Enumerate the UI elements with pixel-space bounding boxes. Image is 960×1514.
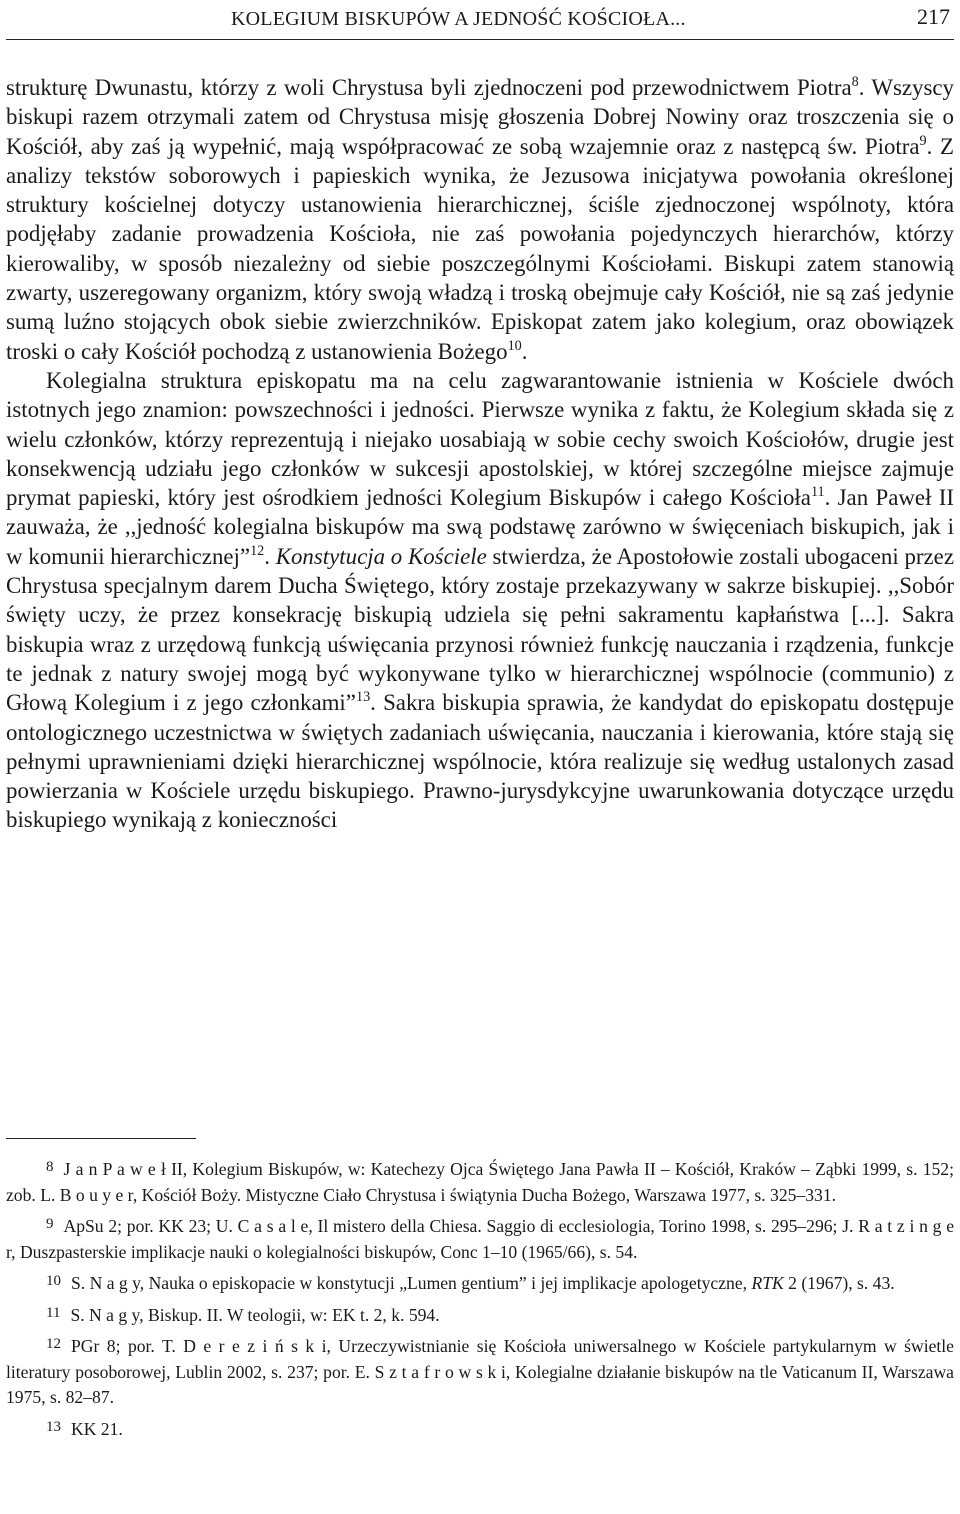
footnote-text: PGr 8; por. T. <box>71 1336 184 1356</box>
footnote-13 <box>6 1415 954 1443</box>
text-run: stwierdza, że Apostołowie zostali ubogaceni przez Chrystusa specjalnym darem Ducha Świętego, który zostaje przekazywany w sakrze biskupiej. ,,Sobór święty uczy, że przez konsekrację biskupią udziela się pełni sakramentu kapłaństwa [...]. Sakra biskupia wraz z urzędową funkcją uświęcania przynosi również funkcję nauczania i rządzenia, funkcje te jednak z natury swojej mogą być wykonywane tylko w hierarchicznej wspólnocie (communio) z Głową Kolegium i z jego członkami” <box>6 543 954 716</box>
text-run: strukturę Dwunastu, którzy z woli Chrystusa byli zjednoczeni pod przewodnictwem Piotra <box>6 75 852 100</box>
main-text <box>6 73 954 835</box>
footnote-text: , Urzeczywistnianie się Kościoła uniwersalnego w Kościele partykularnym w świetle literatury posoborowej, Lublin 2002, s. 237; por. E. <box>6 1336 954 1382</box>
text-run: . <box>264 543 276 569</box>
footnote-number: 11 <box>46 1304 61 1321</box>
text-run: . <box>521 338 528 364</box>
author-name: N a g y <box>89 1304 140 1325</box>
footnote-text: S. <box>70 1304 90 1325</box>
page-number: 217 <box>917 4 950 29</box>
footnote-12 <box>6 1332 954 1411</box>
footnote-text: , Biskup. II. W teologii, w: EK t. 2, k. 594. <box>139 1304 440 1325</box>
author-name: D e r e z i ń s k i <box>183 1336 327 1356</box>
author-name: R a t z i n g e r <box>6 1216 955 1262</box>
footnote-11 <box>6 1301 954 1329</box>
footnote-ref-12: 12 <box>250 542 265 559</box>
footnote-text: 2 (1967), s. 43. <box>783 1273 895 1293</box>
running-header <box>6 0 954 40</box>
footnote-text: ApSu 2; por. KK 23; U. <box>63 1216 238 1236</box>
footnote-text: , Kolegium Biskupów, w: Katechezy Ojca Świętego Jana Pawła II – Kościół, Kraków – Ząbki 1999, s. 152; zob. L. <box>6 1159 954 1205</box>
footnote-text: , Il mistero della Chiesa. Saggio di ecclesiologia, Torino 1998, s. 295–296; J. <box>308 1216 859 1236</box>
footnote-10 <box>6 1269 954 1297</box>
footnote-text: , Nauka o episkopacie w konstytucji „Lumen gentium” i jej implikacje apologetyczne, <box>139 1273 752 1293</box>
footnote-number: 12 <box>46 1336 61 1352</box>
text-run: . Jan Paweł II zauważa, że ,,jedność kolegialna biskupów ma swą podstawę zarówno w święceniach biskupich, jak i w komunii hierarchicznej” <box>6 485 954 569</box>
footnote-number: 8 <box>46 1159 54 1175</box>
footnote-text: , Kościół Boży. Mistyczne Ciało Chrystusa i świątynia Ducha Bożego, Warszawa 1977, s. 325–331. <box>132 1184 837 1205</box>
footnote-9 <box>6 1212 954 1265</box>
footnote-text: KK 21. <box>71 1418 123 1439</box>
paragraph-1 <box>6 73 954 366</box>
text-run: . Z analizy tekstów soborowych i papieskich wynika, że Jezusowa inicjatywa powołania określonej struktury kościelnej dotyczy ustanowienia hierarchicznej, ściśle zjednoczonej wspólnoty, która podjęłaby zadanie prowadzenia Kościoła, nie zaś powołania pojedynczych hierarchów, którzy kierowaliby, w sposób niezależny od siebie poszczególnymi Kościołami. Biskupi zatem stanowią zwarty, uszeregowany organizm, który swoją władzą i troską obejmuje cały Kościół, nie są zaś jedynie sumą luźno stojących obok siebie zwierzchników. Episkopat zatem jako kolegium, oraz obowiązek troski o cały Kościół pochodzą z ustanowienia Bożego <box>6 133 955 364</box>
paragraph-2 <box>6 366 954 835</box>
running-title: KOLEGIUM BISKUPÓW A JEDNOŚĆ KOŚCIOŁA... <box>231 8 686 30</box>
footnote-text: S. <box>71 1273 90 1293</box>
journal-title: RTK <box>751 1273 784 1293</box>
author-name: S z t a f r o w s k i <box>374 1361 506 1382</box>
footnote-ref-11: 11 <box>810 484 825 501</box>
footnote-text: , Kolegialne działanie biskupów na tle Vaticanum II, Warszawa 1975, s. 82–87. <box>6 1361 954 1407</box>
footnote-number: 13 <box>46 1418 61 1435</box>
footnote-divider <box>6 1138 196 1139</box>
footnote-number: 9 <box>46 1216 54 1232</box>
footnote-ref-9: 9 <box>919 132 927 149</box>
author-name: B o u y e r <box>59 1184 133 1205</box>
footnote-8 <box>6 1155 954 1208</box>
author-name: N a g y <box>89 1273 140 1293</box>
footnote-ref-10: 10 <box>507 337 522 354</box>
text-run: . Wszyscy biskupi razem otrzymali zatem od Chrystusa misję głoszenia Dobrej Nowiny oraz troszczenia się o Kościół, aby zaś ją wypełnić, mają współpracować ze sobą wzajemnie oraz z następcą św. Piotra <box>6 75 954 159</box>
author-name: C a s a l e <box>237 1216 309 1236</box>
footnotes-section <box>6 1138 954 1446</box>
text-run: Kolegialna struktura episkopatu ma na celu zagwarantowanie istnienia w Kościele dwóch istotnych jego znamion: powszechności i jedności. Pierwsze wynika z faktu, że Kolegium składa się z wielu członków, którzy reprezentują i niejako uosabiają w sobie cechy swoich Kościołów, drugie jest konsekwencją udziału jego członków w sukcesji apostolskiej, w której szczególne miejsce zajmuje prymat papieski, który jest ośrodkiem jedności Kolegium Biskupów i całego Kościoła <box>6 367 954 511</box>
footnote-number: 10 <box>46 1273 61 1289</box>
footnote-ref-13: 13 <box>355 689 371 706</box>
author-name: J a n P a w e ł II <box>63 1159 183 1179</box>
footnote-text: , Duszpasterskie implikacje nauki o kolegialności biskupów, Conc 1–10 (1965/66), s. 54. <box>11 1241 638 1262</box>
text-run: . Sakra biskupia sprawia, że kandydat do episkopatu dostępuje ontologicznego uczestnictwa w świętych zadaniach uświęcania, nauczania i kierowania, które stają się pełnymi uprawnieniami dzięki hierarchicznej wspólnocie, która realizuje się według ustalonych zasad powierzania w Kościele urzędu biskupiego. Prawno-jurysdykcyjne uwarunkowania dotyczące urzędu biskupiego wynikają z konieczności <box>6 690 955 833</box>
italic-title: Konstytucja o Kościele <box>275 543 487 569</box>
footnote-ref-8: 8 <box>851 74 859 91</box>
